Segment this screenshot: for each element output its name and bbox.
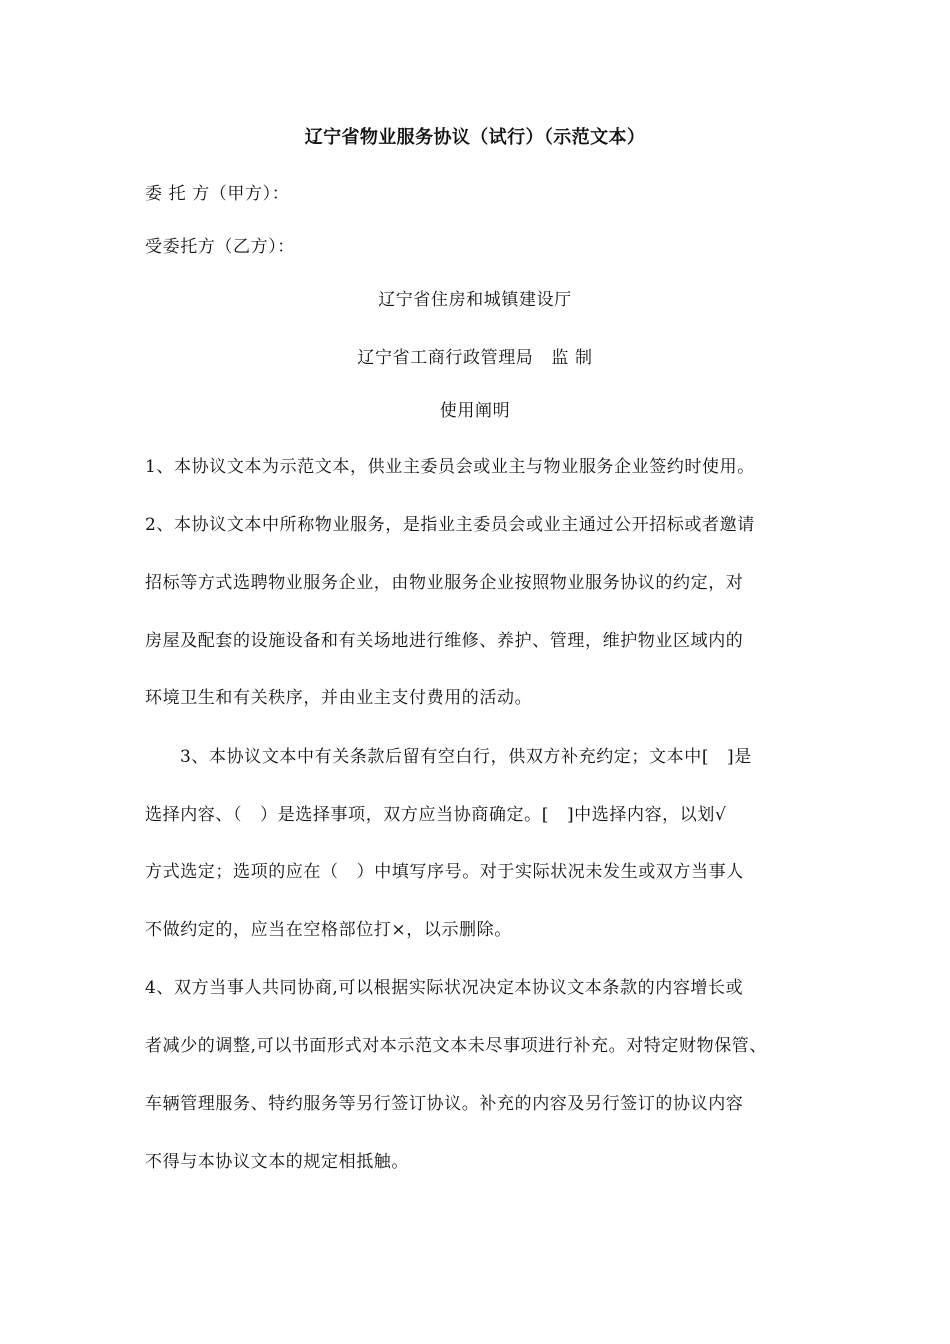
instructions-heading: 使用阐明 (439, 401, 511, 421)
instruction-line: 2、本协议文本中所称物业服务，是指业主委员会或业主通过公开招标或者邀请 (145, 515, 755, 535)
issuer-housing-department: 辽宁省住房和城镇建设厅 (378, 290, 572, 310)
party-a-label: 委 托 方（甲方）： (145, 184, 290, 204)
instruction-line: 房屋及配套的设施设备和有关场地进行维修、养护、管理，维护物业区域内的 (145, 631, 744, 651)
instruction-line: 3、本协议文本中有关条款后留有空白行，供双方补充约定；文本中[ ]是 (180, 747, 752, 767)
instruction-line: 选择内容、（ ）是选择事项，双方应当协商确定。[ ]中选择内容，以划√ (145, 805, 727, 825)
instruction-line: 方式选定；选项的应在（ ）中填写序号。对于实际状况未发生或双方当事人 (145, 862, 744, 882)
document-title: 辽宁省物业服务协议（试行）（示范文本） (304, 127, 646, 148)
instruction-line: 者减少的调整,可以书面形式对本示范文本未尽事项进行补充。对特定财物保管、 (145, 1036, 768, 1056)
instruction-line: 4、双方当事人共同协商,可以根据实际状况决定本协议文本条款的内容增长或 (145, 978, 744, 998)
instruction-line: 不做约定的，应当在空格部位打×，以示删除。 (145, 920, 512, 940)
party-b-label: 受委托方（乙方）： (145, 237, 295, 257)
instruction-line: 车辆管理服务、特约服务等另行签订协议。补充的内容及另行签订的协议内容 (145, 1094, 744, 1114)
instruction-line: 不得与本协议文本的规定相抵触。 (145, 1152, 409, 1172)
issuer-commerce-bureau: 辽宁省工商行政管理局 监 制 (357, 348, 593, 368)
instruction-line: 1、本协议文本为示范文本，供业主委员会或业主与物业服务企业签约时使用。 (145, 457, 755, 477)
instruction-line: 环境卫生和有关秩序，并由业主支付费用的活动。 (145, 688, 533, 708)
instruction-line: 招标等方式选聘物业服务企业，由物业服务企业按照物业服务协议的约定，对 (145, 573, 744, 593)
